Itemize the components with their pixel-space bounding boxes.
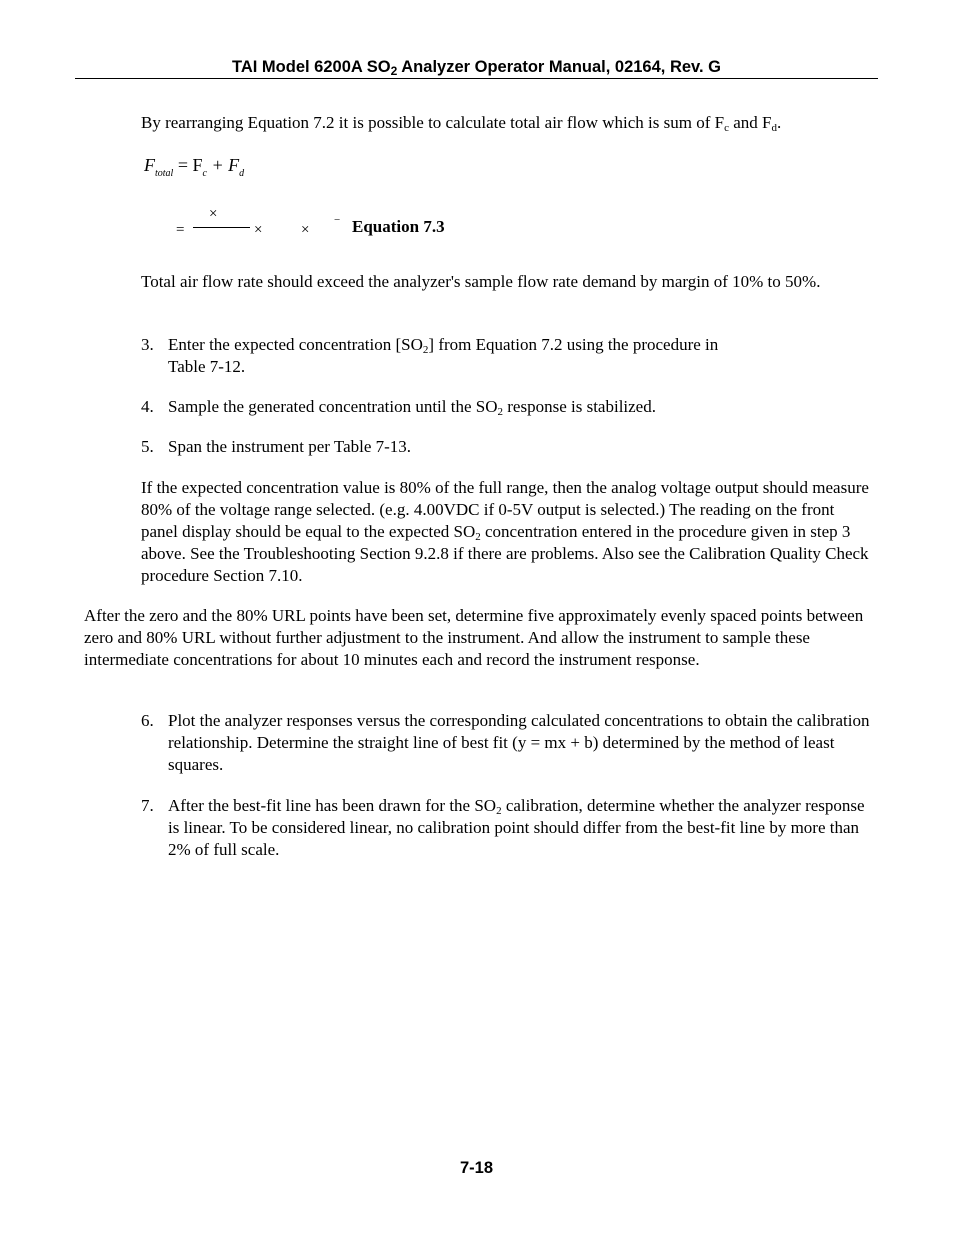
step-3-text: Enter the expected concentration [SO <box>168 335 423 354</box>
step-3-line2: Table 7-12. <box>168 357 246 376</box>
step-number: 3. <box>141 335 154 354</box>
equation-total-flow <box>144 154 244 185</box>
step-4 <box>141 396 871 418</box>
step-3 <box>141 334 871 378</box>
step-text <box>168 795 871 861</box>
total-flow-paragraph: Total air flow rate should exceed the analyzer's sample flow rate demand by margin of 10% to 50%. <box>141 272 821 291</box>
eq2-times-1: × <box>254 222 263 238</box>
step-text: Plot the analyzer responses versus the corresponding calculated concentrations to obtain the calibration relationship. Determine the straight line of best fit (y = mx + b) determined by the method of least squares. <box>168 711 870 774</box>
header-title-start: TAI Model 6200A SO <box>231 58 391 76</box>
step-number: 4. <box>141 397 154 416</box>
eq2-times-2: × <box>301 222 310 238</box>
eq2-numerator: × <box>209 206 218 222</box>
expected-text-end: concentration entered in the procedure given in step 3 above. See the Troubleshooting Section 9.2.8 if there are problems. Also see the Calibration Quality Check procedure Section 7.10. <box>141 522 869 585</box>
step-number: 7. <box>141 796 154 815</box>
intro-sub-c: c <box>724 122 729 134</box>
expected-text: If the expected concentration value is 80% of the full range, then the analog voltage output should measure 80% of the voltage range selected. (e.g. 4.00VDC if 0-5V output is selected.) The reading on the front panel display should be equal to the expected SO <box>141 478 869 541</box>
eq-sub-total: total <box>155 168 174 179</box>
step-number: 5. <box>141 437 154 456</box>
expected-sub: 2 <box>475 531 481 543</box>
page-number: 7-18 <box>459 1159 494 1177</box>
intro-text-mid: and F <box>728 113 772 132</box>
eq-f-total: F <box>144 155 155 175</box>
intro-paragraph <box>141 112 871 134</box>
header-title-end: Analyzer Operator Manual, 02164, Rev. G <box>397 58 722 76</box>
step-5 <box>141 436 871 458</box>
equation-label: Equation 7.3 <box>352 217 445 236</box>
step-7-text-end: calibration, determine whether the analyzer response is linear. To be considered linear, no calibration point should differ from the best-fit line by more than 2% of full scale. <box>168 796 865 859</box>
step-text <box>168 334 871 378</box>
eq-equals-fc: = F <box>173 155 203 175</box>
header-rule <box>75 78 878 79</box>
eq2-fraction-bar <box>193 227 250 228</box>
step-number: 6. <box>141 711 154 730</box>
after-zero-paragraph: After the zero and the 80% URL points have been set, determine five approximately evenly spaced points between zero and 80% URL without further adjustment to the instrument. And allow the instrument to sample these intermediate concentrations for about 10 minutes each and record the instrument response. <box>84 606 864 669</box>
step-4-text: Sample the generated concentration until the SO <box>168 397 498 416</box>
eq-plus-fd: + F <box>206 155 240 175</box>
page-header <box>75 56 878 78</box>
step-6 <box>141 710 871 776</box>
step-4-sub: 2 <box>497 406 504 418</box>
eq-sub-d: d <box>239 168 245 179</box>
header-subscript: 2 <box>390 64 398 78</box>
equation-7-3 <box>176 203 476 243</box>
intro-sub-d: d <box>771 122 777 134</box>
step-4-text-end: response is stabilized. <box>503 397 656 416</box>
intro-text-end: . <box>776 113 782 132</box>
step-3-text-end: ] from Equation 7.2 using the procedure in <box>428 335 719 354</box>
step-3-sub: 2 <box>422 344 429 356</box>
eq-sub-c: c <box>202 168 207 179</box>
step-text: Span the instrument per Table 7-13. <box>168 437 412 456</box>
intro-text: By rearranging Equation 7.2 it is possible to calculate total air flow which is sum of F <box>141 113 725 132</box>
step-text <box>168 396 871 418</box>
eq2-minus: − <box>334 214 341 226</box>
eq2-equals: = <box>176 222 185 238</box>
expected-concentration-paragraph <box>141 477 871 587</box>
step-7-sub: 2 <box>496 805 502 817</box>
step-7-text: After the best-fit line has been drawn for the SO <box>168 796 497 815</box>
step-7 <box>141 795 871 861</box>
